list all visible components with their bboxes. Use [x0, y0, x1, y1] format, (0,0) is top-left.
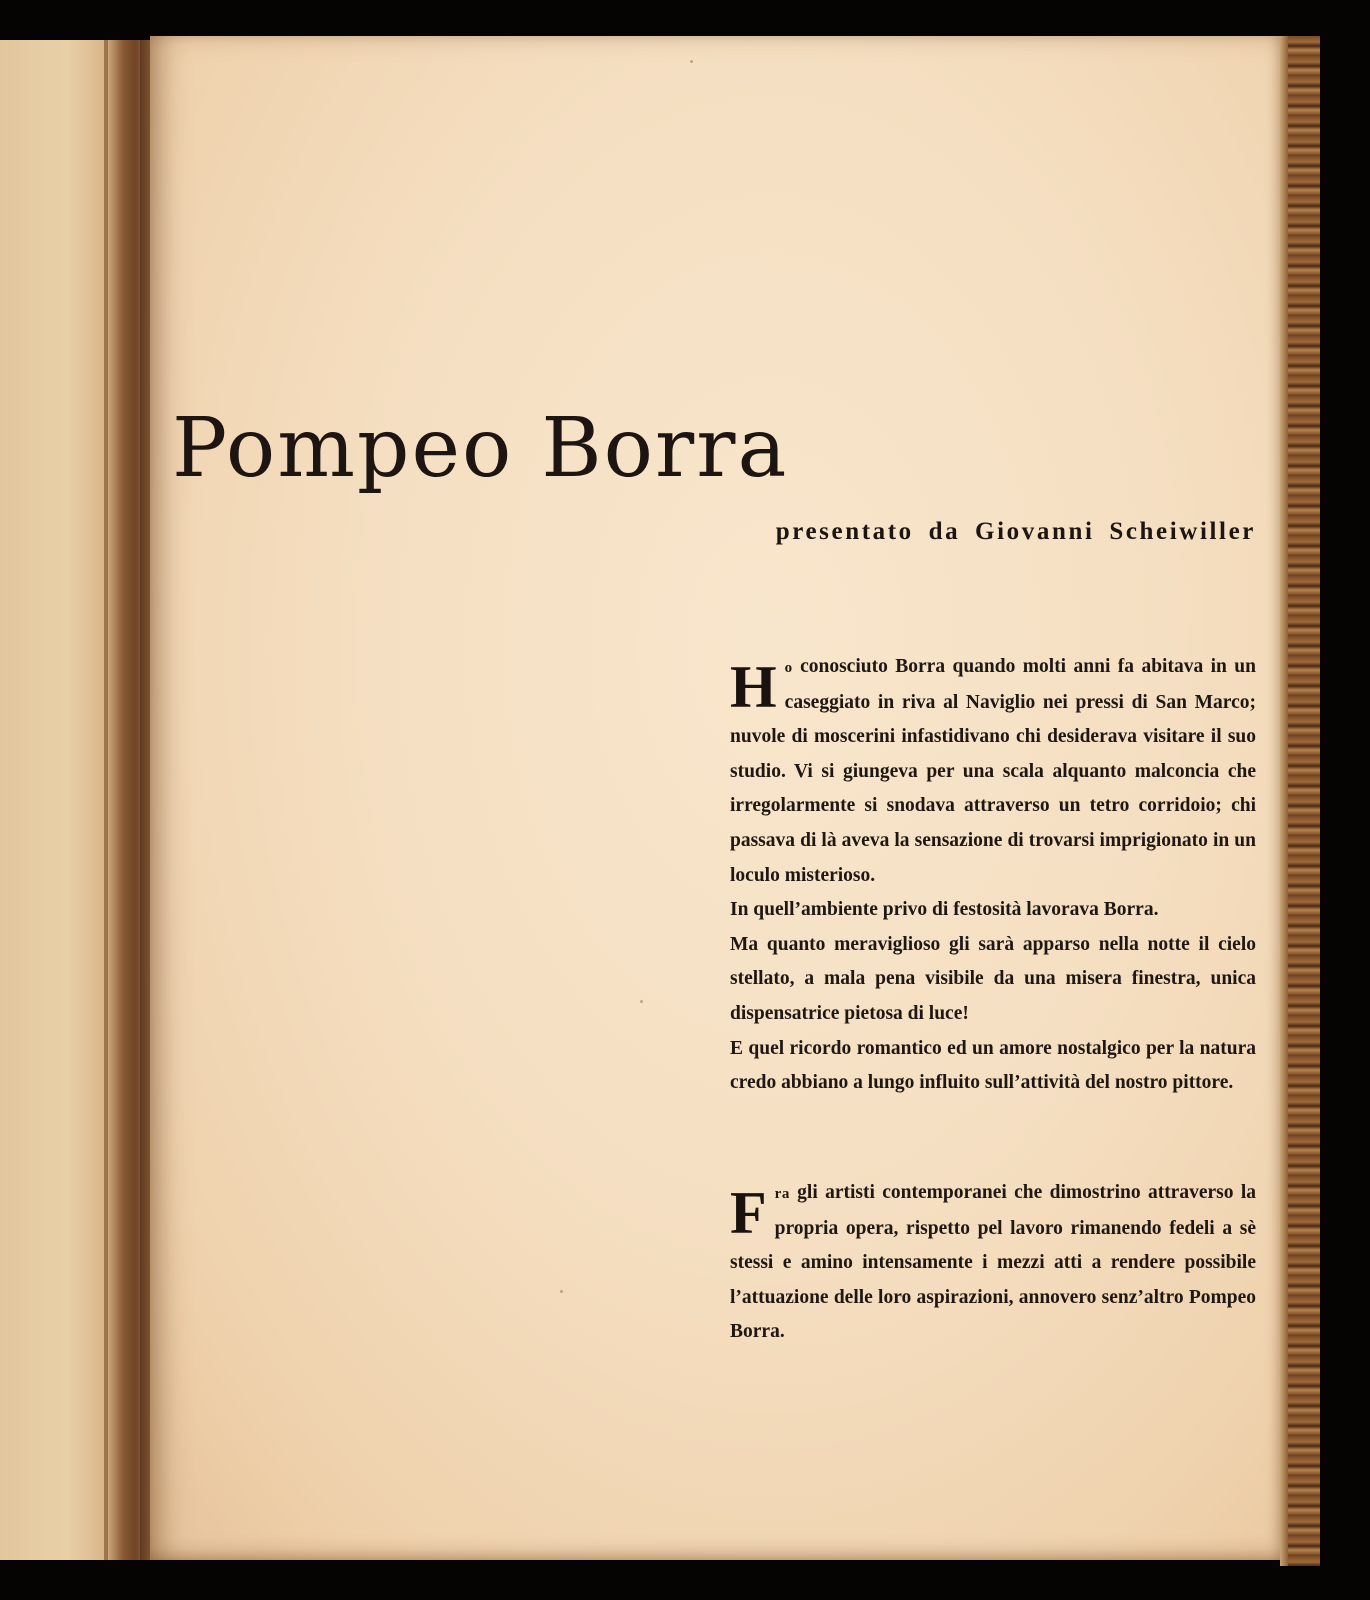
small-caps-lead: o: [784, 660, 793, 676]
paragraph-body: gli artisti contemporanei che dimostrino attraverso la propria opera, rispetto pel lavoro rimanendo fedeli a sè stessi e amino intensamente i mezzi atti a rendere possibile l’attuazione delle loro aspirazioni, annovero senz’altro Pompeo Borra.: [730, 1182, 1256, 1343]
paragraph-line: E quel ricordo romantico ed un amore nostalgico per la natura credo abbiano a lungo influito sull’attività del nostro pittore.: [730, 1037, 1256, 1094]
paragraph-text: [730, 1176, 1256, 1350]
book-cover-edge: [1280, 36, 1320, 1566]
drop-cap: H: [730, 654, 777, 720]
byline: presentato da Giovanni Scheiwiller: [775, 518, 1256, 545]
page-title: Pompeo Borra: [172, 401, 789, 496]
paper-speck: [690, 60, 693, 63]
paragraph-line: In quell’ambiente privo di festosità lavorava Borra.: [730, 899, 1159, 921]
drop-cap: F: [730, 1180, 767, 1246]
article-paragraph: [730, 650, 1256, 1101]
paragraph-body: conosciuto Borra quando molti anni fa abitava in un caseggiato in riva al Naviglio nei pressi di San Marco; nuvole di moscerini infastidivano chi desiderava visitare il suo studio. Vi si giungeva per una scala alquanto malconcia che irregolarmente si snodava attraverso un tetro corridoio; chi passava di là aveva la sensazione di trovarsi imprigionato in un loculo misterioso.: [730, 656, 1256, 886]
previous-page-edge: [0, 40, 150, 1560]
paragraph-text: [730, 650, 1256, 893]
article-paragraph: [730, 1176, 1256, 1350]
paragraph-line: Ma quanto meraviglioso gli sarà apparso nella notte il cielo stellato, a mala pena visibile da una misera finestra, unica dispensatrice pietosa di luce!: [730, 933, 1256, 1024]
paper-speck: [560, 1290, 563, 1293]
small-caps-lead: ra: [774, 1186, 790, 1202]
paper-speck: [640, 1000, 643, 1003]
